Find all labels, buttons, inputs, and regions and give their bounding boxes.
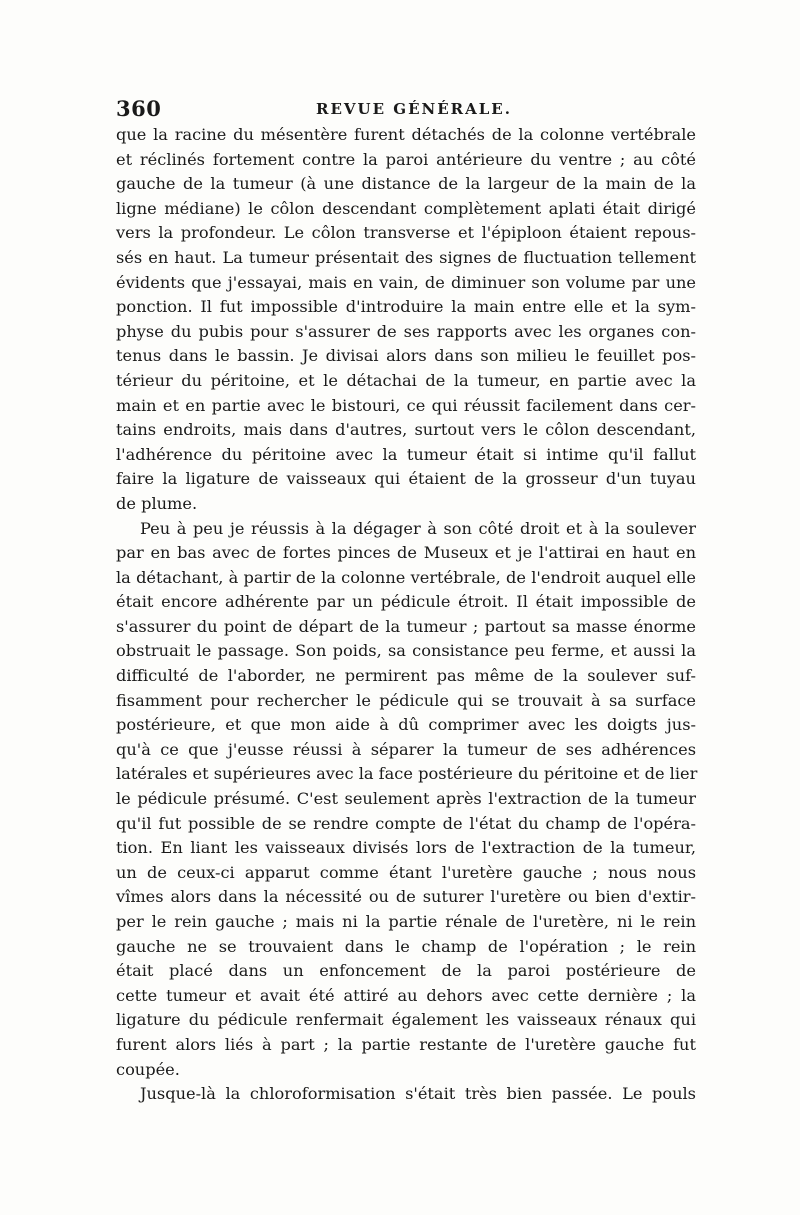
text-line: par en bas avec de fortes pinces de Museux et je l'attirai en haut en <box>116 543 696 563</box>
text-line: gauche ne se trouvaient dans le champ de l'opération ; le rein <box>116 936 696 956</box>
running-head: REVUE GÉNÉRALE. <box>316 100 512 118</box>
page-number: 360 <box>116 96 162 121</box>
text-line: gauche de la tumeur (à une distance de la largeur de la main de la <box>116 174 696 194</box>
body-text <box>116 123 696 1107</box>
paragraph <box>116 517 696 1083</box>
text-line: ligne médiane) le côlon descendant complètement aplati était dirigé <box>116 198 696 218</box>
text-line: s'assurer du point de départ de la tumeur ; partout sa masse énorme <box>116 616 696 636</box>
text-line: l'adhérence du péritoine avec la tumeur était si intime qu'il fallut <box>116 444 696 464</box>
text-line: Peu à peu je réussis à la dégager à son côté droit et à la soulever <box>140 518 696 538</box>
text-line: ligature du pédicule renfermait également les vaisseaux rénaux qui <box>116 1010 696 1030</box>
text-line: coupée. <box>116 1059 180 1079</box>
text-line: un de ceux-ci apparut comme étant l'uretère gauche ; nous nous <box>116 862 696 882</box>
text-line: térieur du péritoine, et le détachai de la tumeur, en partie avec la <box>116 370 696 390</box>
paragraph <box>116 123 696 517</box>
paragraph <box>116 1082 696 1107</box>
text-line: était encore adhérente par un pédicule étroit. Il était impossible de <box>116 592 696 612</box>
text-line: physe du pubis pour s'assurer de ses rapports avec les organes con- <box>116 321 696 341</box>
text-line: le pédicule présumé. C'est seulement après l'extraction de la tumeur <box>116 789 696 809</box>
text-line: per le rein gauche ; mais ni la partie rénale de l'uretère, ni le rein <box>116 912 696 931</box>
text-line: difficulté de l'aborder, ne permirent pas même de la soulever suf- <box>116 666 696 686</box>
text-line: faire la ligature de vaisseaux qui étaient de la grosseur d'un tuyau <box>116 469 696 489</box>
text-line: vers la profondeur. Le côlon transverse et l'épiploon étaient repous- <box>116 223 696 243</box>
text-line: était placé dans un enfoncement de la paroi postérieure de <box>116 961 696 981</box>
text-line: de plume. <box>116 493 198 513</box>
text-line: tion. En liant les vaisseaux divisés lors de l'extraction de la tumeur, <box>116 838 696 858</box>
text-line: évidents que j'essayai, mais en vain, de diminuer son volume par une <box>116 272 696 292</box>
text-line: que la racine du mésentère furent détachés de la colonne vertébrale <box>116 125 696 144</box>
text-line: tenus dans le bassin. Je divisai alors dans son milieu le feuillet pos- <box>116 346 696 366</box>
text-line: sés en haut. La tumeur présentait des signes de fluctuation tellement <box>116 247 696 267</box>
text-line: ponction. Il fut impossible d'introduire la main entre elle et la sym- <box>116 297 696 317</box>
text-line: furent alors liés à part ; la partie restante de l'uretère gauche fut <box>116 1034 696 1054</box>
text-line: latérales et supérieures avec la face postérieure du péritoine et de lier <box>116 764 698 784</box>
text-line: qu'à ce que j'eusse réussi à séparer la tumeur de ses adhérences <box>116 739 696 759</box>
text-line: tains endroits, mais dans d'autres, surtout vers le côlon descendant, <box>116 420 696 440</box>
text-line: vîmes alors dans la nécessité ou de suturer l'uretère ou bien d'extir- <box>116 887 696 907</box>
text-line: qu'il fut possible de se rendre compte de l'état du champ de l'opéra- <box>116 813 696 833</box>
text-line: obstruait le passage. Son poids, sa consistance peu ferme, et aussi la <box>116 641 696 661</box>
text-line: main et en partie avec le bistouri, ce qui réussit facilement dans cer- <box>116 395 696 415</box>
text-line: fisamment pour rechercher le pédicule qui se trouvait à sa surface <box>116 690 696 710</box>
text-line: postérieure, et que mon aide à dû comprimer avec les doigts jus- <box>116 715 696 735</box>
text-line: la détachant, à partir de la colonne vertébrale, de l'endroit auquel elle <box>116 567 696 587</box>
text-line: et réclinés fortement contre la paroi antérieure du ventre ; au côté <box>116 149 696 169</box>
text-line: Jusque-là la chloroformisation s'était très bien passée. Le pouls <box>140 1084 696 1104</box>
text-line: cette tumeur et avait été attiré au dehors avec cette dernière ; la <box>116 985 696 1005</box>
page-header <box>116 96 696 124</box>
